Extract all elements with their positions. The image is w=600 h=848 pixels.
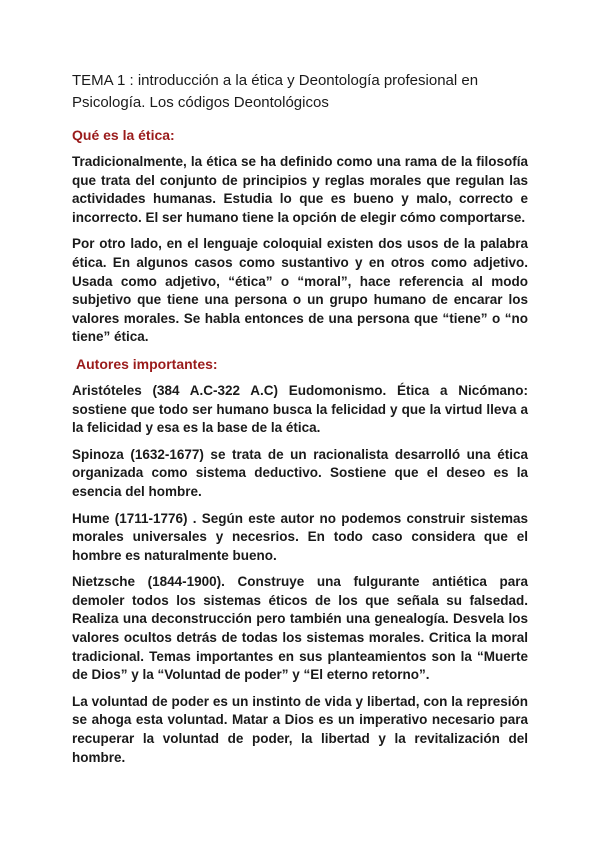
section-heading: Qué es la ética: bbox=[72, 127, 175, 143]
section-heading: Autores importantes: bbox=[76, 355, 218, 372]
paragraph-traditional-definition: Tradicionalmente, la ética se ha definido como una rama de la filosofía que trata del conjunto de principios y reglas morales que regulan las actividades humanas. Estudia lo que es bueno y malo, correcto e incorrecto. El ser humano tiene la opción de elegir cómo comportarse. bbox=[72, 154, 528, 225]
paragraph-will-to-power: La voluntad de poder es un instinto de vida y libertad, con la represión se ahoga esta voluntad. Matar a Dios es un imperativo necesario para recuperar la voluntad de poder, la libertad y la revitalización del hombre. bbox=[72, 693, 528, 765]
paragraph-colloquial-usage: Por otro lado, en el lenguaje coloquial existen dos usos de la palabra ética. En algunos casos como sustantivo y en otros como adjetivo. Usada como adjetivo, “ética” o “moral”, hace referencia al modo subjetivo que tiene una persona o un grupo humano de encarar los valores morales. Se habla entonces de una persona que “tiene” o “no tiene” ética. bbox=[72, 236, 528, 345]
document-title: TEMA 1 : introducción a la ética y Deontología profesional en Psicología. Los códigos Deontológicos bbox=[72, 72, 479, 111]
paragraph-aristoteles: Aristóteles (384 A.C-322 A.C) Eudomonismo. Ética a Nicómano: sostiene que todo ser humano busca la felicidad y que la virtud lleva a la felicidad y esa es la base de la ética. bbox=[72, 382, 528, 436]
paragraph-hume: Hume (1711-1776) . Según este autor no podemos construir sistemas morales universales y necesrios. En todo caso considera que el hombre es naturalmente bueno. bbox=[72, 510, 528, 563]
section-what-is-ethics bbox=[72, 126, 528, 347]
paragraph-nietzsche: Nietzsche (1844-1900). Construye una fulgurante antiética para demoler todos los sistemas éticos de los que señala su falsedad. Realiza una deconstrucción pero también una genealogía. Desvela los valores ocultos detrás de todas los sistemas morales. Critica la moral tradicional. Temas importantes en sus planteamientos son la “Muerte de Dios” y la “Voluntad de poder” y “El eterno retorno”. bbox=[72, 574, 528, 683]
paragraph-spinoza: Spinoza (1632-1677) se trata de un racionalista desarrolló una ética organizada como sistema deductivo. Sostiene que el deseo es la esencia del hombre. bbox=[72, 446, 528, 499]
section-important-authors bbox=[72, 355, 528, 767]
